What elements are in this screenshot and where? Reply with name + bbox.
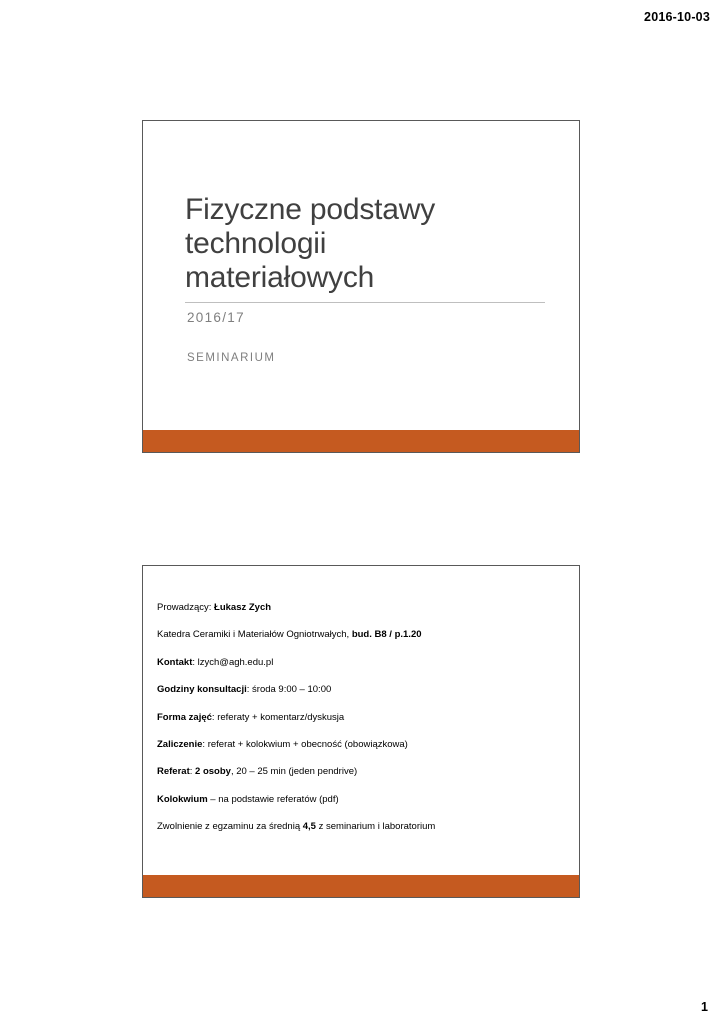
list-item-label: Zaliczenie xyxy=(157,738,203,750)
list-item-text: : referat + kolokwium + obecność (obowiązkowa) xyxy=(202,738,408,750)
list-item-text: – na podstawie referatów (pdf) xyxy=(207,793,339,805)
list-item xyxy=(157,821,565,833)
slide-accent-bar xyxy=(143,430,579,452)
list-item-text: Katedra Ceramiki i Materiałów Ogniotrwałych, xyxy=(157,629,352,641)
list-item-label: Godziny konsultacji xyxy=(157,684,247,696)
list-item-text: : lzych@agh.edu.pl xyxy=(192,656,274,668)
slide-title xyxy=(142,120,580,453)
list-item-label: Łukasz Zych xyxy=(214,602,272,613)
list-item-text: : xyxy=(189,766,196,778)
list-item-label: bud. B8 / p.1.20 xyxy=(351,629,422,641)
list-item-text: : środa 9:00 – 10:00 xyxy=(246,684,332,696)
list-item-text: z seminarium i laboratorium xyxy=(315,821,436,832)
list-item-text: Zwolnienie z egzaminu za średnią xyxy=(157,821,303,832)
page-number: 1 xyxy=(701,1000,708,1014)
list-item-text: Prowadzący: xyxy=(157,602,215,613)
list-item-label: Forma zajęć xyxy=(157,711,212,723)
title-block xyxy=(185,193,545,364)
list-item xyxy=(157,794,565,806)
list-item-text: : referaty + komentarz/dyskusja xyxy=(211,711,345,723)
title-line-1: Fizyczne podstawy xyxy=(185,193,436,226)
list-item xyxy=(157,712,565,724)
title-line-2: technologii xyxy=(185,227,327,261)
list-item xyxy=(157,766,565,778)
info-list xyxy=(157,602,565,848)
list-item-label: Referat xyxy=(157,766,190,778)
list-item xyxy=(157,602,565,614)
list-item xyxy=(157,657,565,669)
list-item-label: 2 osoby xyxy=(195,766,231,778)
list-item-label: Kontakt xyxy=(157,656,193,668)
page-date: 2016-10-03 xyxy=(644,10,710,24)
list-item-label: Kolokwium xyxy=(157,793,208,805)
list-item-text: , 20 – 25 min (jeden pendrive) xyxy=(230,766,358,778)
list-item xyxy=(157,629,565,641)
title-kicker: SEMINARIUM xyxy=(187,351,276,364)
slide-accent-bar xyxy=(143,875,579,897)
list-item xyxy=(157,739,565,751)
slide-info xyxy=(142,565,580,898)
list-item xyxy=(157,684,565,696)
page-title xyxy=(185,193,545,303)
title-subtitle: 2016/17 xyxy=(187,309,245,325)
list-item-label: 4,5 xyxy=(302,821,316,832)
title-line-3: materiałowych xyxy=(185,261,375,295)
